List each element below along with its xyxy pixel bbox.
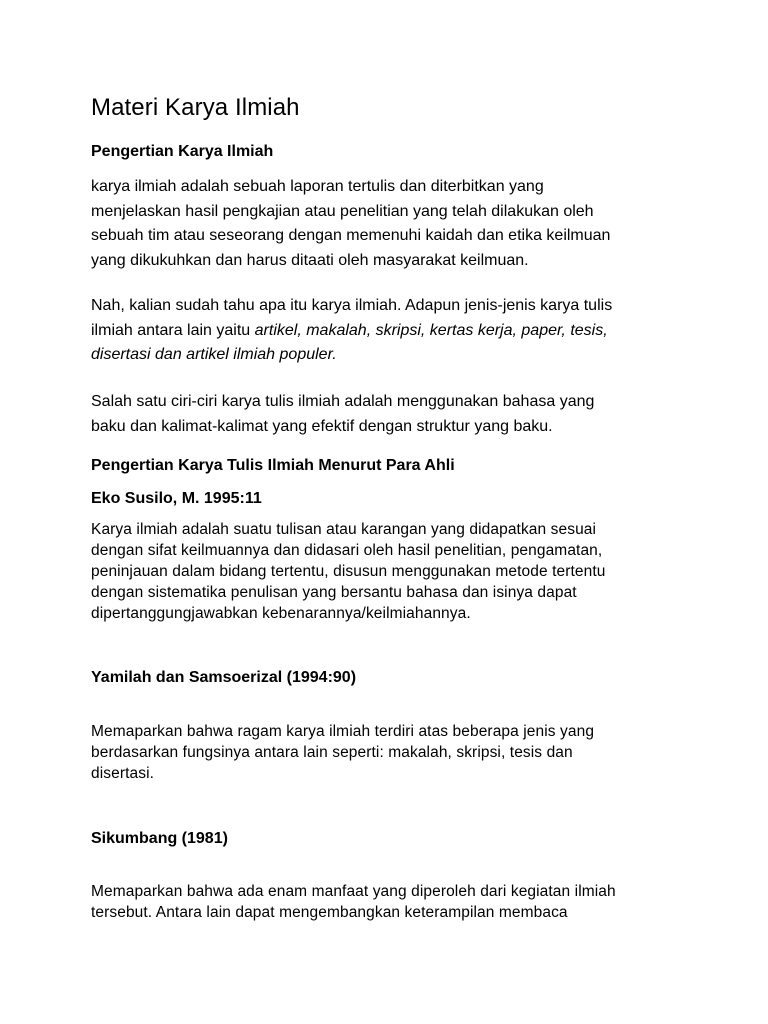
paragraph-line: disertasi. [91,765,155,782]
paragraph-italic-text: artikel, makalah, skripsi, kertas kerja, paper, tesis, [254,321,608,339]
paragraph-characteristics [91,390,691,439]
paragraph-line: sebuah tim atau seseorang dengan memenuhi kaidah dan etika keilmuan [91,227,611,244]
paragraph-line: Memaparkan bahwa ragam karya ilmiah terdiri atas beberapa jenis yang [91,723,595,740]
paragraph-line: berdasarkan fungsinya antara lain seperti: makalah, skripsi, tesis dan [91,744,573,761]
paragraph-line [91,343,691,368]
paragraph-line: peninjauan dalam bidang tertentu, disusun menggunakan metode tertentu [91,563,606,580]
heading-yamilah-samsoerizal: Yamilah dan Samsoerizal (1994:90) [91,669,357,686]
heading-pengertian-karya-ilmiah: Pengertian Karya Ilmiah [91,143,274,160]
heading-sikumbang: Sikumbang (1981) [91,830,228,847]
paragraph-line: tersebut. Antara lain dapat mengembangkan keterampilan membaca [91,904,568,921]
paragraph-line: dengan sifat keilmuannya dan didasari oleh hasil penelitian, pengamatan, [91,542,603,559]
paragraph-line: Nah, kalian sudah tahu apa itu karya ilmiah. Adapun jenis-jenis karya tulis [91,297,613,314]
paragraph-line: yang dikukuhkan dan harus ditaati oleh masyarakat keilmuan. [91,251,529,269]
page-title: Materi Karya Ilmiah [91,94,300,121]
paragraph-line [91,319,691,344]
paragraph-eko-susilo [91,519,691,624]
paragraph-line: Karya ilmiah adalah suatu tulisan atau karangan yang didapatkan sesuai [91,521,597,538]
paragraph-text: ilmiah antara lain yaitu [91,321,255,339]
heading-eko-susilo: Eko Susilo, M. 1995:11 [91,490,262,507]
paragraph-line: Memaparkan bahwa ada enam manfaat yang diperoleh dari kegiatan ilmiah [91,883,616,900]
paragraph-line: Salah satu ciri-ciri karya tulis ilmiah adalah menggunakan bahasa yang [91,393,595,410]
paragraph-line: menjelaskan hasil pengkajian atau penelitian yang telah dilakukan oleh [91,202,594,220]
paragraph-yamilah-samsoerizal [91,721,691,784]
paragraph-types [91,294,691,368]
paragraph-definition [91,175,691,273]
heading-para-ahli: Pengertian Karya Tulis Ilmiah Menurut Para Ahli [91,457,455,474]
paragraph-line: baku dan kalimat-kalimat yang efektif dengan struktur yang baku. [91,417,553,435]
paragraph-line: dengan sistematika penulisan yang bersantu bahasa dan isinya dapat [91,584,577,601]
paragraph-line: dipertanggungjawabkan kebenarannya/keilmiahannya. [91,605,471,622]
paragraph-sikumbang [91,881,691,923]
paragraph-italic-text: disertasi dan artikel ilmiah populer. [91,346,337,363]
paragraph-line: karya ilmiah adalah sebuah laporan tertulis dan diterbitkan yang [91,178,544,195]
